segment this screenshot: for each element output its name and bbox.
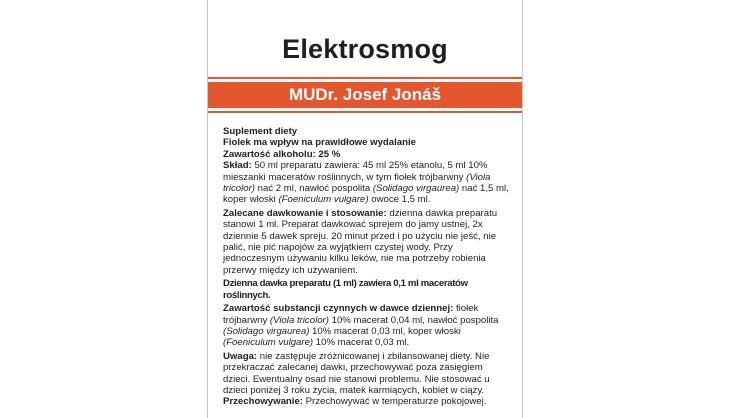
composition-paragraph bbox=[219, 160, 512, 206]
composition-text: owoce 1,5 ml. bbox=[368, 194, 431, 206]
active-latin: (Solidago virgaurea) bbox=[223, 325, 310, 337]
active-paragraph bbox=[219, 303, 512, 349]
composition-text: 50 ml preparatu zawiera: 45 ml 25% etanolu, 5 ml 10% mieszanki maceratów roślinnych, w tym fiołek trójbarwny bbox=[223, 160, 488, 183]
dosage-paragraph bbox=[219, 208, 512, 276]
supplement-line: Suplement diety bbox=[223, 126, 298, 137]
composition-text: nać 2 ml, nawłoć pospolita bbox=[254, 183, 373, 195]
active-text: 10% macerat 0,04 ml, nawłoć pospolita bbox=[328, 314, 499, 326]
dosage-text: dzienna dawka preparatu stanowi 1 ml. Preparat dawkować sprejem do jamy ustnej, 2x dziennie 5 dawek spreju. 20 minut przed i po użyciu nie jeść, nie palić, nie pić napojów za wyjątkiem czystej wody. Przy jednoczesnym używaniu kilku leków, nie ma potrzeby robienia przerwy między ich używaniem. bbox=[223, 207, 498, 276]
active-latin: (Viola tricolor) bbox=[269, 314, 329, 326]
storage-paragraph bbox=[219, 396, 512, 407]
composition-heading: Skład: bbox=[223, 160, 252, 172]
dosage-heading: Zalecane dawkowanie i stosowanie: bbox=[223, 207, 387, 219]
storage-heading: Przechowywanie: bbox=[223, 396, 303, 408]
composition-latin: (Solidago virgaurea) bbox=[372, 183, 460, 195]
active-heading: Zawartość substancji czynnych w dawce dziennej: bbox=[223, 303, 454, 315]
top-rule bbox=[208, 77, 522, 79]
active-text: 10% macerat 0,03 ml, koper włoski bbox=[309, 325, 461, 337]
product-title: Elektrosmog bbox=[282, 34, 448, 64]
composition-latin: (Foeniculum vulgare) bbox=[278, 194, 369, 206]
active-text: fiołek trójbarwny bbox=[223, 303, 479, 326]
warning-text: nie zastępuje zróżnicowanej i zbilansowanej diety. Nie przekraczać zalecanej dawki, przechowywać poza zasięgiem dzieci. Ewentualny osad nie stanowi problemu. Nie stosować u dzieci poniżej 3 roku życia, matek karmiących, kobiet w ciąży. bbox=[223, 350, 490, 396]
storage-text: Przechowywać w temperaturze pokojowej. bbox=[302, 396, 487, 408]
warning-paragraph bbox=[219, 351, 512, 397]
composition-text: nać 1,5 ml, koper włoski bbox=[223, 183, 509, 206]
active-latin: (Foeniculum vulgare) bbox=[223, 337, 314, 349]
label-text bbox=[219, 126, 512, 408]
daily-dose-line: Dzienna dawka preparatu (1 ml) zawiera 0,1 ml maceratów roślinnych. bbox=[223, 278, 468, 301]
warning-heading: Uwaga: bbox=[223, 350, 258, 362]
alcohol-line: Zawartość alkoholu: 25 % bbox=[223, 148, 341, 160]
effect-line: Fiolek ma wpływ na prawidłowe wydalanie bbox=[223, 137, 416, 149]
product-label bbox=[207, 0, 523, 418]
bottom-rule bbox=[208, 111, 522, 113]
author-band: MUDr. Josef Jonáš bbox=[208, 82, 522, 108]
composition-latin: (Viola tricolor) bbox=[223, 171, 491, 195]
active-text: 10% macerat 0,03 ml. bbox=[313, 337, 410, 349]
